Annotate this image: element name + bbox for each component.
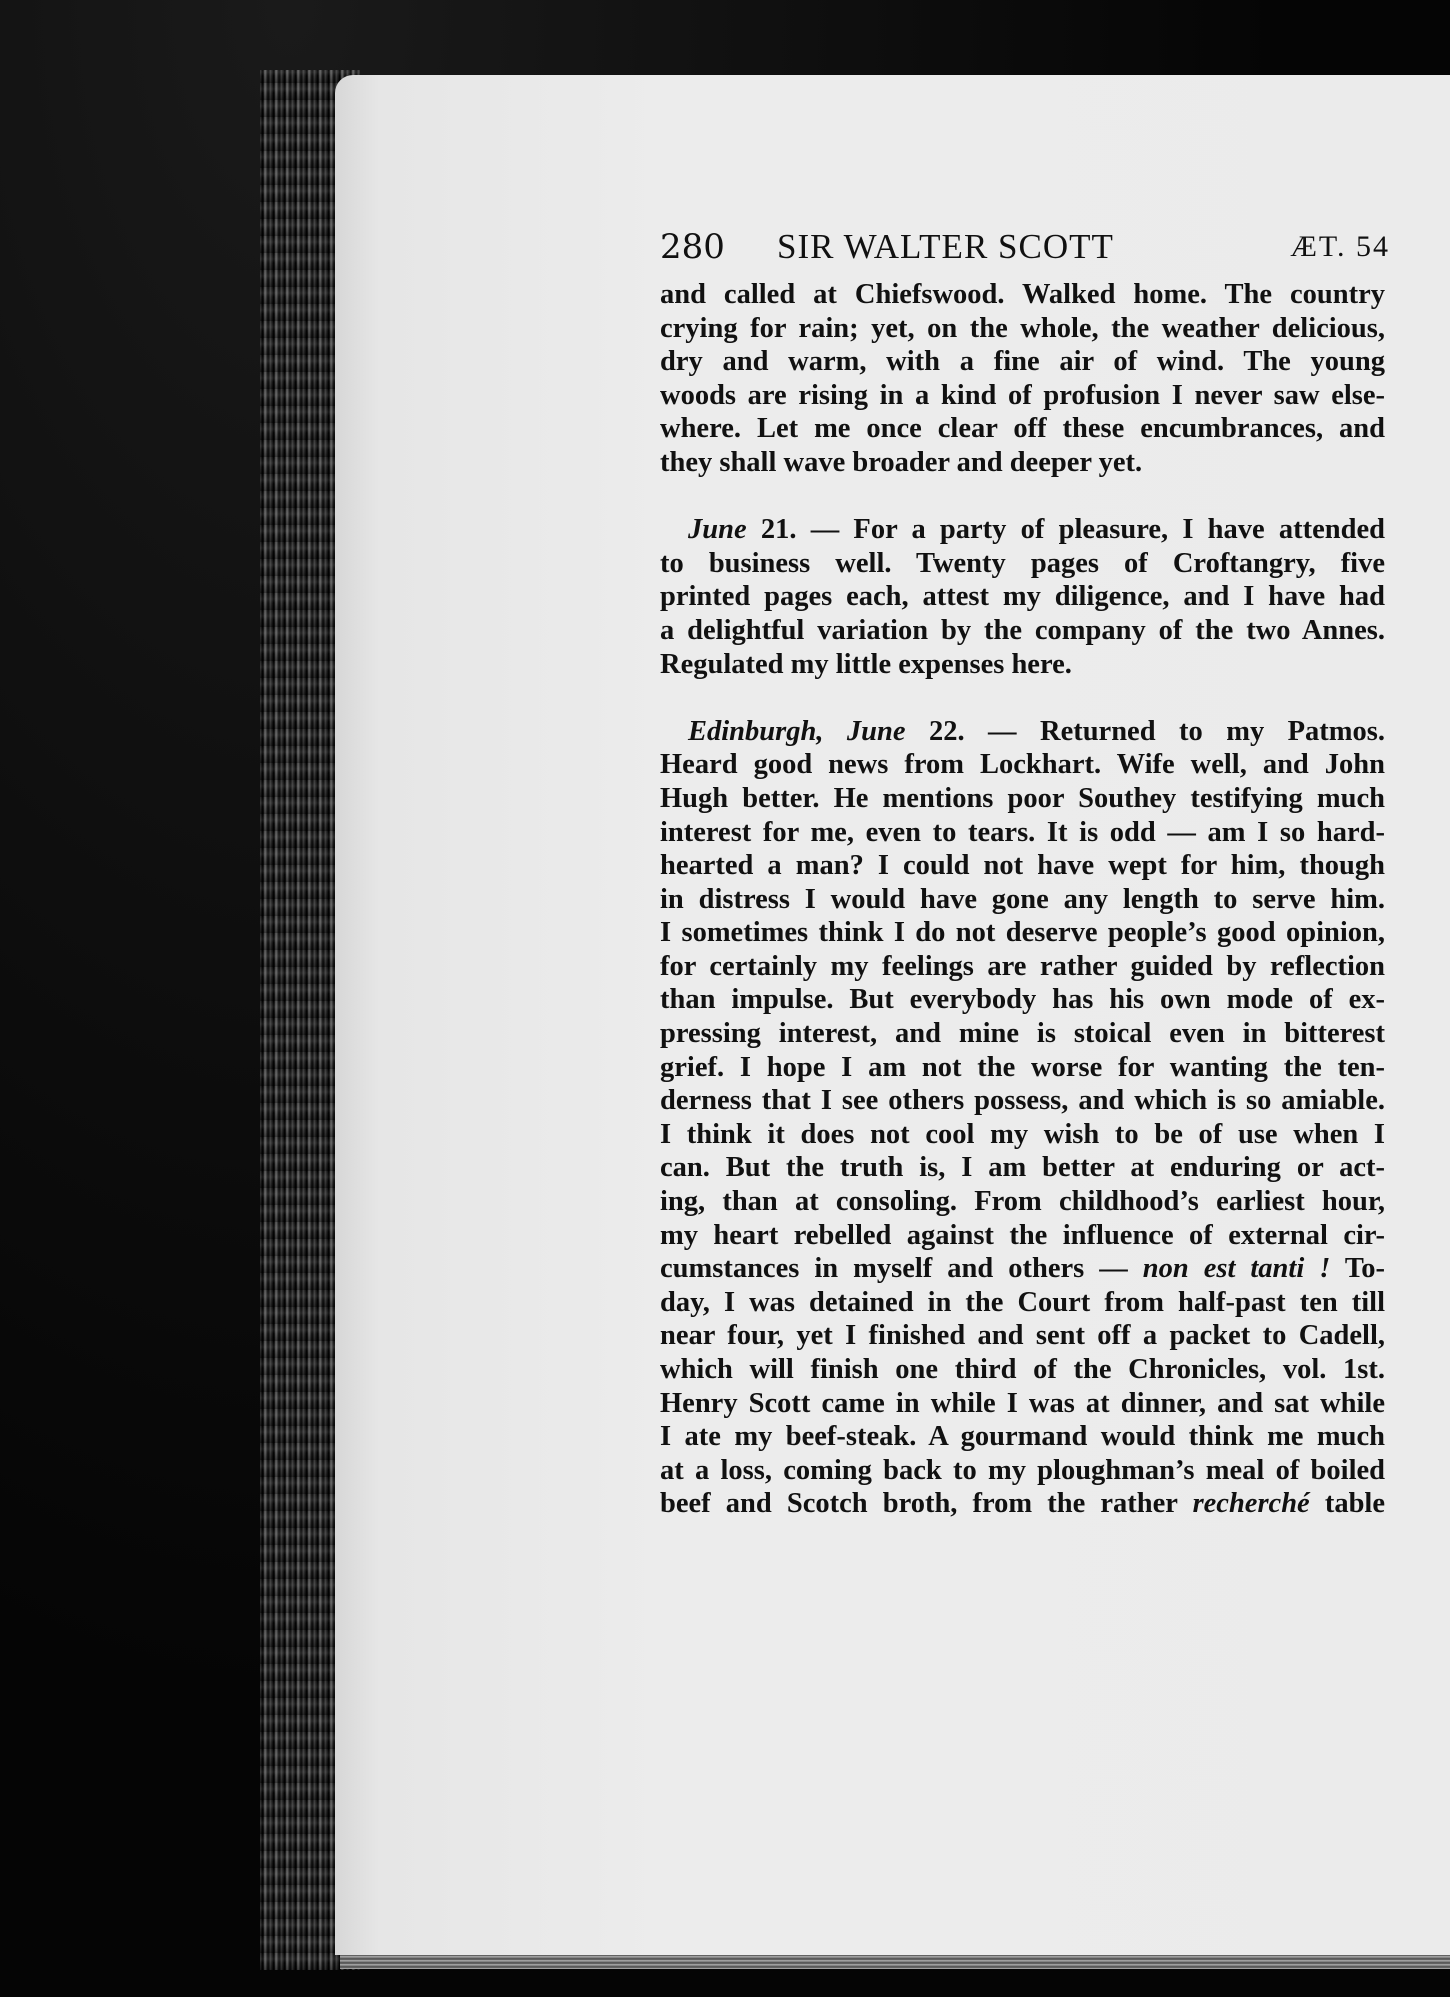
text-line: hearted a man? I could not have wept for him, though <box>660 850 1385 882</box>
text-line: they shall wave broader and deeper yet. <box>660 446 1143 478</box>
text-line: Henry Scott came in while I was at dinner, and sat while <box>660 1387 1385 1419</box>
text-line: Regulated my little expenses here. <box>660 648 1072 680</box>
text-line: woods are rising in a kind of profusion I never saw else- <box>660 379 1385 411</box>
text-line: printed pages each, attest my diligence, and I have had <box>660 581 1385 613</box>
text-line: which will finish one third of the Chronicles, vol. 1st. <box>660 1354 1385 1385</box>
running-title: SIR WALTER SCOTT <box>777 227 1114 266</box>
text-line: a delightful variation by the company of the two Annes. <box>660 614 1385 646</box>
text-line: I think it does not cool my wish to be of use when I <box>660 1118 1385 1150</box>
age-marker: ÆT. 54 <box>1290 230 1390 263</box>
text-line: Heard good news from Lockhart. Wife well, and John <box>660 749 1385 781</box>
final-line-italic: recherché <box>1192 1488 1310 1520</box>
final-line-start: beef and Scotch broth, from the rather <box>660 1488 1193 1520</box>
text-line: for certainly my feelings are rather guided by reflection <box>660 950 1385 982</box>
text-line <box>660 513 1385 547</box>
text-line: to business well. Twenty pages of Croftangry, five <box>660 547 1385 579</box>
page-number: 280 <box>660 227 725 267</box>
text-line: ing, than at consoling. From childhood’s earliest hour, <box>660 1186 1385 1218</box>
entry-place: Edinburgh, <box>688 715 824 747</box>
text-line: I sometimes think I do not deserve people’s good opinion, <box>660 917 1385 949</box>
paragraph-1 <box>660 278 1385 480</box>
text-line <box>660 1487 1385 1521</box>
text-line: and called at Chiefswood. Walked home. The country <box>660 279 1385 310</box>
text-line: I ate my beef-steak. A gourmand would think me much <box>660 1421 1385 1453</box>
paragraph-june-22 <box>660 715 1385 1521</box>
text-line: where. Let me once clear off these encumbrances, and <box>660 413 1385 445</box>
text-line: my heart rebelled against the influence of external cir- <box>660 1219 1385 1251</box>
body-text <box>660 278 1385 1521</box>
text-line: can. But the truth is, I am better at enduring or act- <box>660 1152 1385 1184</box>
entry-date: June <box>688 514 747 546</box>
text-line <box>660 715 1385 749</box>
entry-text: 21. — For a party of pleasure, I have attended <box>746 514 1385 546</box>
text-line: near four, yet I finished and sent off a packet to Cadell, <box>660 1320 1385 1352</box>
text-line: derness that I see others possess, and which is so amiable. <box>660 1085 1385 1117</box>
text-line: day, I was detained in the Court from half-past ten till <box>660 1286 1385 1318</box>
entry-date: June <box>846 715 906 747</box>
running-header <box>660 220 1390 274</box>
text-line: interest for me, even to tears. It is odd — am I so hard- <box>660 816 1385 848</box>
final-line-end: table <box>1309 1488 1385 1520</box>
text-line: than impulse. But everybody has his own mode of ex- <box>660 984 1385 1016</box>
text-line: grief. I hope I am not the worse for wanting the ten- <box>660 1051 1385 1083</box>
paragraph-june-21 <box>660 513 1385 681</box>
text-line <box>660 1252 1385 1286</box>
text-line: at a loss, coming back to my ploughman’s meal of boiled <box>660 1454 1385 1486</box>
entry-text: 22. — Returned to my Patmos. <box>905 715 1385 747</box>
text-line: Hugh better. He mentions poor Southey testifying much <box>660 782 1385 814</box>
latin-phrase: non est tanti ! <box>1142 1253 1331 1285</box>
page-bottom-edge <box>340 1955 1450 1969</box>
text-line: crying for rain; yet, on the whole, the weather delicious, <box>660 312 1385 344</box>
text-line: in distress I would have gone any length to serve him. <box>660 883 1385 915</box>
text-line: dry and warm, with a fine air of wind. The young <box>660 346 1385 378</box>
latin-line-start: cumstances in myself and others — <box>660 1253 1143 1285</box>
latin-line-end: To- <box>1330 1253 1385 1285</box>
text-line: pressing interest, and mine is stoical even in bitterest <box>660 1018 1385 1050</box>
